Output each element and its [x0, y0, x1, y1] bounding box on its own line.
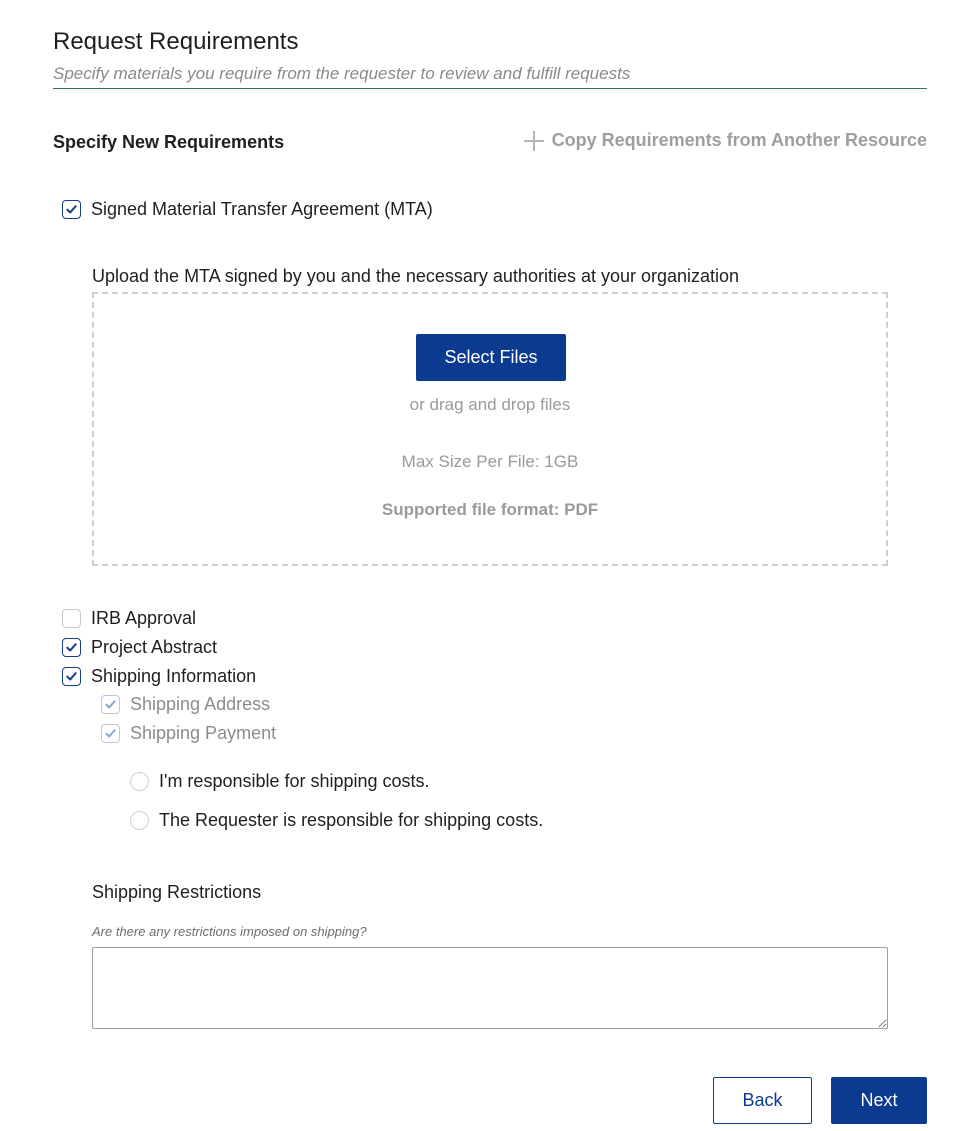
mta-checkbox-row[interactable]: [62, 199, 433, 220]
shipping-payment-checkbox-row: [101, 723, 276, 744]
shipping-restrictions-hint: Are there any restrictions imposed on shipping?: [92, 924, 367, 939]
shipping-payment-label: Shipping Payment: [130, 723, 277, 743]
shipping-info-checkbox[interactable]: [62, 667, 81, 686]
copy-requirements-label: Copy Requirements from Another Resource: [551, 130, 927, 150]
abstract-label: Project Abstract: [91, 637, 218, 657]
shipping-restrictions-label: Shipping Restrictions: [92, 882, 262, 902]
irb-label: IRB Approval: [91, 608, 197, 628]
max-size-text: Max Size Per File: 1GB: [401, 452, 579, 471]
checkmark-icon: [104, 698, 117, 711]
shipping-restrictions-input[interactable]: [92, 947, 888, 1029]
header-divider: [53, 88, 927, 89]
checkmark-icon: [65, 670, 78, 683]
payment-requester-radio[interactable]: [130, 811, 149, 830]
page-subtitle: Specify materials you require from the requester to review and fulfill requests: [53, 64, 631, 83]
checkmark-icon: [104, 727, 117, 740]
shipping-address-checkbox-row: [101, 694, 270, 715]
shipping-payment-checkbox: [101, 724, 120, 743]
abstract-checkbox-row[interactable]: [62, 637, 217, 658]
shipping-address-checkbox: [101, 695, 120, 714]
plus-icon: [524, 131, 544, 151]
page-title: Request Requirements: [53, 28, 299, 55]
abstract-checkbox[interactable]: [62, 638, 81, 657]
irb-checkbox[interactable]: [62, 609, 81, 628]
mta-label: Signed Material Transfer Agreement (MTA): [91, 199, 433, 219]
irb-checkbox-row[interactable]: [62, 608, 196, 629]
payment-requester-label: The Requester is responsible for shipping costs.: [159, 810, 544, 830]
next-button[interactable]: Next: [831, 1077, 927, 1124]
payment-option-self[interactable]: [130, 771, 430, 792]
drag-drop-text: or drag and drop files: [409, 395, 571, 414]
payment-self-label: I'm responsible for shipping costs.: [159, 771, 430, 791]
upload-label: Upload the MTA signed by you and the necessary authorities at your organization: [92, 266, 740, 286]
file-format-text: Supported file format: PDF: [381, 500, 599, 519]
file-dropzone[interactable]: [92, 292, 888, 566]
checkmark-icon: [65, 641, 78, 654]
shipping-info-label: Shipping Information: [91, 666, 257, 686]
copy-requirements-link[interactable]: [524, 130, 927, 151]
section-title: Specify New Requirements: [53, 132, 285, 152]
select-files-button[interactable]: Select Files: [416, 334, 566, 381]
checkmark-icon: [65, 203, 78, 216]
mta-checkbox[interactable]: [62, 200, 81, 219]
payment-self-radio[interactable]: [130, 772, 149, 791]
shipping-address-label: Shipping Address: [130, 694, 271, 714]
payment-option-requester[interactable]: [130, 810, 543, 831]
shipping-info-checkbox-row[interactable]: [62, 666, 256, 687]
back-button[interactable]: Back: [713, 1077, 812, 1124]
